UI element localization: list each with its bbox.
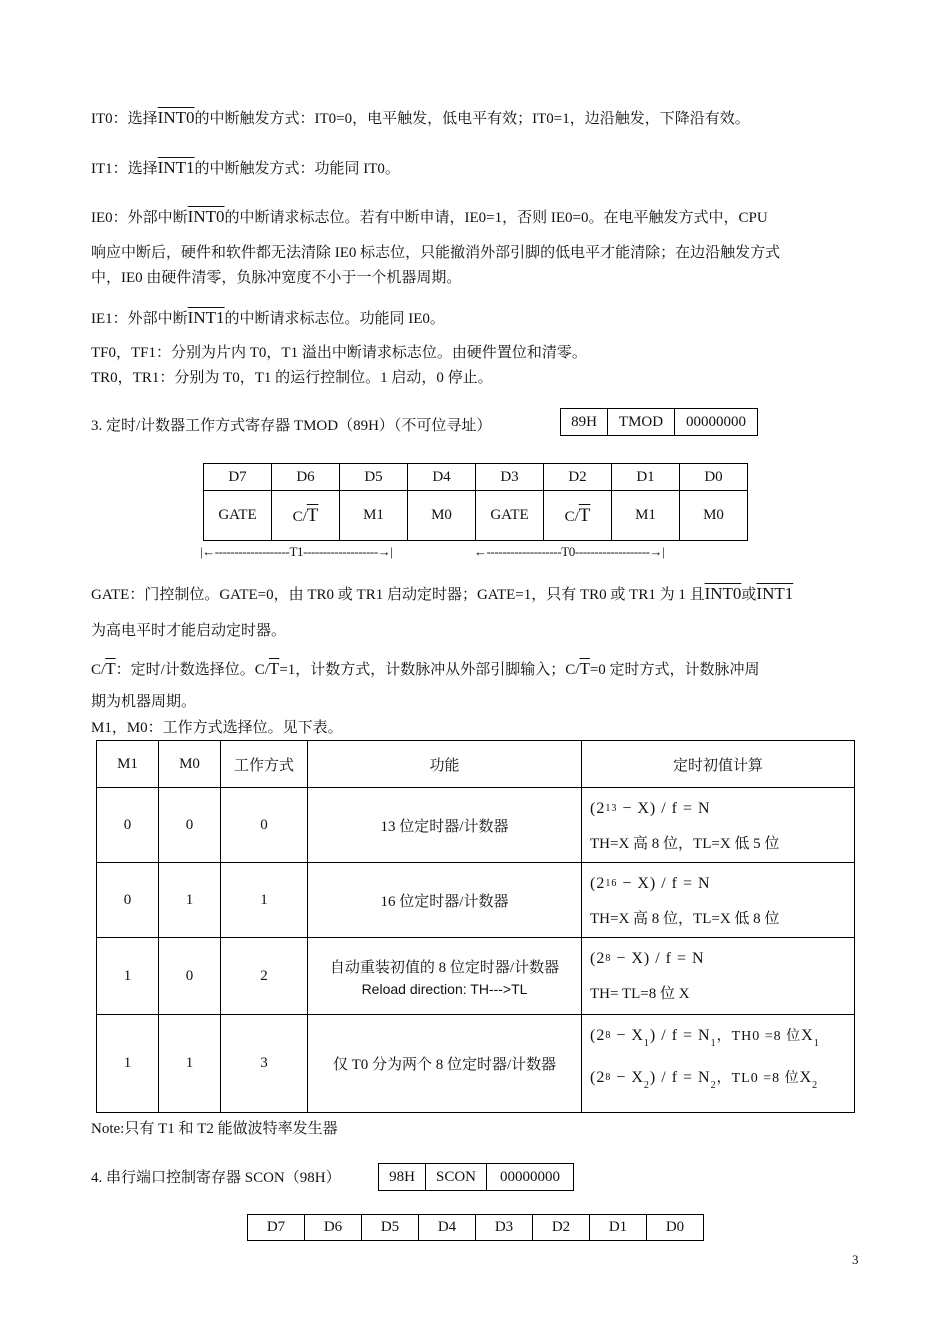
column-header: 定时初值计算: [582, 741, 855, 788]
para-ie0-line2: 响应中断后，硬件和软件都无法清除 IE0 标志位，只能撤消外部引脚的低电平才能清除；在边沿触发方式: [91, 245, 781, 261]
bit-header: D6: [305, 1215, 362, 1241]
table-row: 0 1 1 16 位定时器/计数器 $(2^{16} - X) / f = N$ TH=X 高 8 位，TL=X 低 8 位: [97, 863, 855, 938]
para-gate-line2: 为高电平时才能启动定时器。: [91, 623, 287, 639]
bit-value-ct: $C/\overline{T}$: [544, 491, 612, 541]
note: Note:只有 T1 和 T2 能做波特率发生器: [91, 1121, 338, 1137]
scon-address: 98H: [379, 1164, 426, 1191]
int0-signal: INT0: [157, 108, 195, 127]
tmod-register-box: [560, 408, 758, 436]
column-header: 功能: [308, 741, 582, 788]
para-m-intro: M1，M0：工作方式选择位。见下表。: [91, 720, 343, 736]
bit-header: D7: [204, 464, 272, 491]
t0-range-arrow: ←-------------------T0-------------------→|: [474, 544, 665, 559]
tmod-bit-table: [203, 463, 748, 541]
t1-range-arrow: |←-------------------T1-------------------→|: [200, 544, 393, 559]
para-it0: IT0：选择INT0的中断触发方式：IT0=0，电平触发，低电平有效；IT0=1，边沿触发，下降沿有效。: [91, 108, 750, 127]
scon-reset-value: 00000000: [487, 1164, 574, 1191]
section-3-title: 3. 定时/计数器工作方式寄存器 TMOD（89H）（不可位寻址）: [91, 418, 492, 434]
scon-register-box: [378, 1163, 574, 1191]
scon-name: SCON: [426, 1164, 487, 1191]
init-value-cell: $(2^{16} - X) / f = N$ TH=X 高 8 位，TL=X 低 8 位: [582, 863, 855, 938]
bit-header: D3: [476, 464, 544, 491]
table-row: 1 1 3 仅 T0 分为两个 8 位定时器/计数器 $(2^8 - X_1) / f = N_1$，TH0 =8 位$X_1$ $(2^8 - X_2) / f = N_2$，TL0 =8 位$X_2$: [97, 1015, 855, 1113]
int0-signal: INT0: [187, 207, 225, 226]
tmod-reset-value: 00000000: [675, 409, 758, 436]
bit-header: D0: [680, 464, 748, 491]
para-ie0-line3: 中，IE0 由硬件清零，负脉冲宽度不小于一个机器周期。: [91, 270, 462, 286]
para-tr: TR0，TR1：分别为 T0，T1 的运行控制位。1 启动，0 停止。: [91, 370, 493, 386]
para-ct: $C/\overline{T}$：定时/计数选择位。$C/\overline{T}=1$，计数方式，计数脉冲从外部引脚输入；$C/\overline{T}=0$ 定时方式，计数脉冲周: [91, 659, 760, 678]
int1-signal: INT1: [187, 308, 225, 327]
bit-header: D5: [362, 1215, 419, 1241]
mode-table: [96, 740, 855, 1113]
column-header: M0: [159, 741, 221, 788]
bit-header: D5: [340, 464, 408, 491]
para-ct-line2: 期为机器周期。: [91, 694, 197, 710]
bit-value-m0: M0: [680, 491, 748, 541]
bit-header: D2: [544, 464, 612, 491]
section-4-title: 4. 串行端口控制寄存器 SCON（98H）: [91, 1170, 341, 1186]
bit-header: D4: [419, 1215, 476, 1241]
tmod-address: 89H: [561, 409, 608, 436]
bit-header: D0: [647, 1215, 704, 1241]
bit-header: D1: [612, 464, 680, 491]
scon-bit-table: [247, 1214, 704, 1241]
bit-header: D1: [590, 1215, 647, 1241]
para-tf: TF0，TF1：分别为片内 T0，T1 溢出中断请求标志位。由硬件置位和清零。: [91, 345, 587, 361]
column-header: 工作方式: [221, 741, 308, 788]
bit-header: D7: [248, 1215, 305, 1241]
bit-value-m0: M0: [408, 491, 476, 541]
para-gate: GATE：门控制位。GATE=0，由 TR0 或 TR1 启动定时器；GATE=1，只有 TR0 或 TR1 为 1 且INT0或INT1: [91, 584, 794, 603]
para-ie1: IE1：外部中断INT1的中断请求标志位。功能同 IE0。: [91, 308, 445, 327]
bit-value-gate: GATE: [476, 491, 544, 541]
para-it1: IT1：选择INT1的中断触发方式：功能同 IT0。: [91, 158, 400, 177]
page-number: 3: [852, 1252, 859, 1267]
table-row: 0 0 0 13 位定时器/计数器 $(2^{13} - X) / f = N$ TH=X 高 8 位，TL=X 低 5 位: [97, 788, 855, 863]
bit-value-ct: $C/\overline{T}$: [272, 491, 340, 541]
column-header: M1: [97, 741, 159, 788]
bit-header: D2: [533, 1215, 590, 1241]
bit-header: D3: [476, 1215, 533, 1241]
int1-signal: INT1: [157, 158, 195, 177]
bit-header: D4: [408, 464, 476, 491]
table-row: 1 0 2 自动重装初值的 8 位定时器/计数器 Reload direction: TH--->TL $(2^8 - X) / f = N$ TH= TL=8 位 X: [97, 938, 855, 1015]
tmod-name: TMOD: [608, 409, 675, 436]
init-value-cell: $(2^8 - X) / f = N$ TH= TL=8 位 X: [582, 938, 855, 1015]
bit-value-m1: M1: [612, 491, 680, 541]
init-value-cell: $(2^{13} - X) / f = N$ TH=X 高 8 位，TL=X 低 5 位: [582, 788, 855, 863]
para-ie0: IE0：外部中断INT0的中断请求标志位。若有中断申请，IE0=1，否则 IE0=0。在电平触发方式中，CPU: [91, 207, 768, 226]
bit-header: D6: [272, 464, 340, 491]
init-value-cell: $(2^8 - X_1) / f = N_1$，TH0 =8 位$X_1$ $(2^8 - X_2) / f = N_2$，TL0 =8 位$X_2$: [582, 1015, 855, 1113]
bit-value-gate: GATE: [204, 491, 272, 541]
bit-value-m1: M1: [340, 491, 408, 541]
